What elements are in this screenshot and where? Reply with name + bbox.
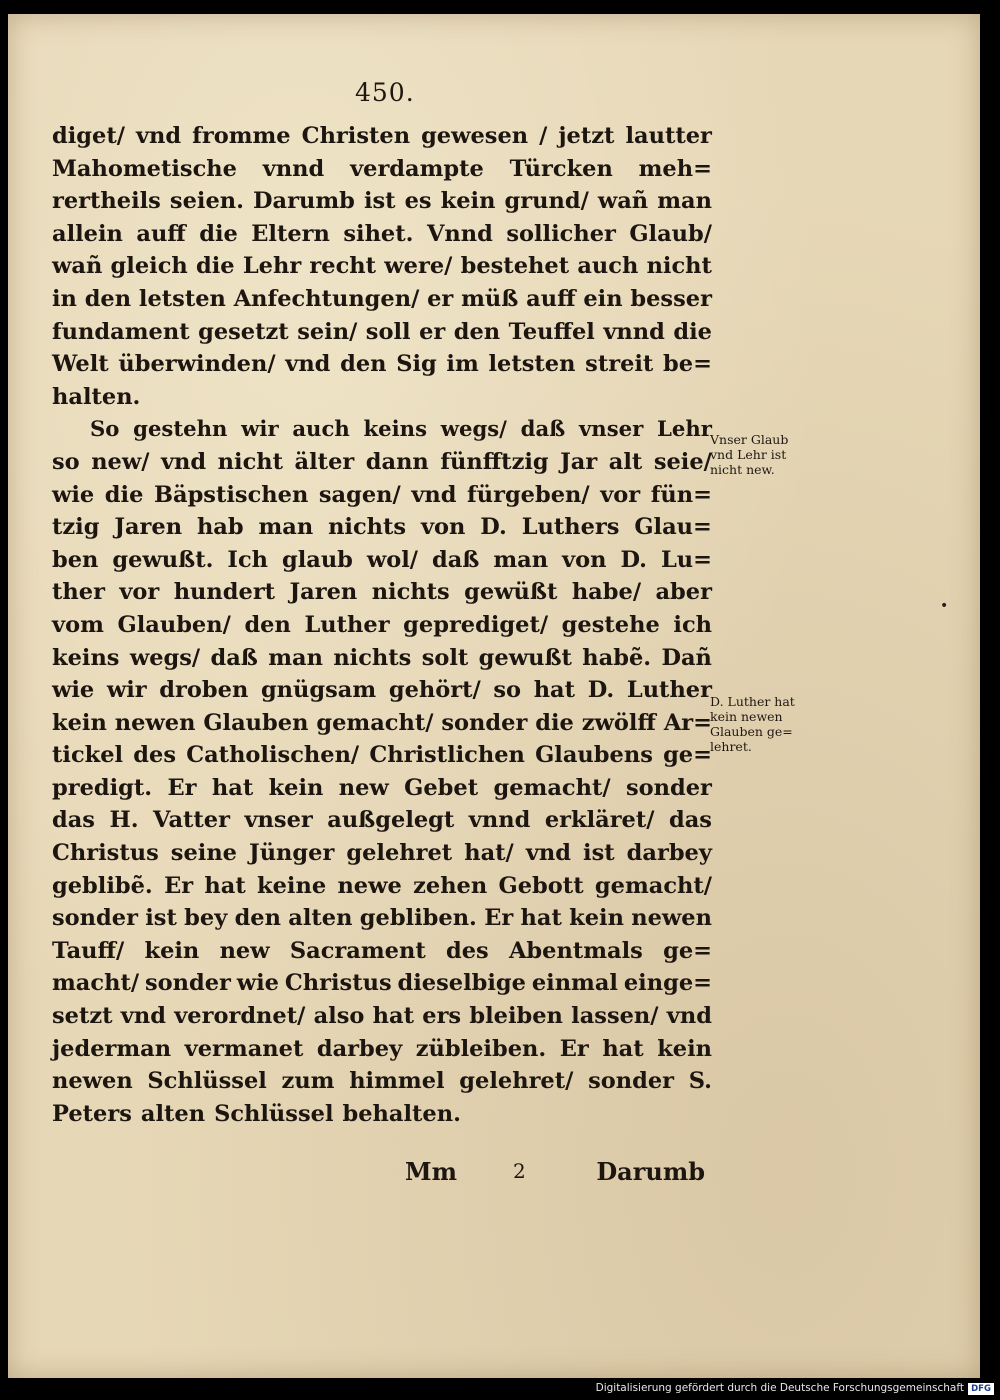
page-number: 450. bbox=[355, 78, 415, 107]
word: daß bbox=[520, 416, 566, 442]
word: kein bbox=[268, 774, 324, 801]
word: das bbox=[668, 807, 712, 834]
margin-note-line: lehret. bbox=[710, 739, 752, 754]
word: man bbox=[493, 546, 549, 573]
word: seine bbox=[170, 840, 238, 867]
word: hat/ bbox=[464, 840, 514, 867]
word: keins bbox=[363, 416, 428, 442]
word: ers bbox=[422, 1003, 462, 1030]
text-line bbox=[52, 250, 712, 283]
margin-note-line: D. Luther hat bbox=[710, 694, 795, 709]
word: vom bbox=[52, 611, 104, 638]
word: hat bbox=[602, 1035, 644, 1062]
word: Catholischen/ bbox=[186, 742, 360, 769]
word: droben bbox=[159, 677, 249, 704]
word: Glaubens bbox=[535, 742, 653, 769]
word: die bbox=[199, 220, 238, 247]
word: verdampte bbox=[350, 155, 484, 182]
word: So bbox=[90, 416, 120, 442]
word: zehen bbox=[413, 872, 488, 899]
text-line bbox=[52, 1098, 712, 1131]
word: sonder bbox=[52, 905, 138, 932]
margin-note-luther bbox=[710, 694, 795, 754]
word: hat bbox=[520, 905, 562, 932]
word: sein/ bbox=[297, 318, 358, 345]
word: gemacht/ bbox=[594, 872, 712, 899]
word: Sig bbox=[396, 351, 437, 378]
word: Türcken bbox=[509, 155, 613, 182]
word: Sacrament bbox=[289, 937, 426, 964]
text-line bbox=[52, 772, 712, 805]
word: im bbox=[446, 351, 479, 378]
word: es bbox=[404, 188, 432, 215]
word: wie bbox=[52, 677, 95, 704]
word: diget/ bbox=[52, 123, 125, 149]
word: Teuffel bbox=[508, 318, 595, 345]
catchword-row bbox=[405, 1157, 705, 1195]
word: habe/ bbox=[571, 579, 642, 606]
word: Er bbox=[164, 872, 194, 899]
word: man bbox=[268, 644, 323, 671]
word: D. bbox=[587, 677, 615, 704]
word: sagen/ bbox=[318, 481, 401, 508]
word: darbey bbox=[316, 1035, 403, 1062]
word: kein bbox=[657, 1035, 712, 1062]
word: tzig bbox=[52, 514, 100, 541]
word: habẽ. bbox=[582, 644, 652, 671]
word: hundert bbox=[173, 579, 276, 606]
word: sollicher bbox=[506, 220, 616, 247]
word: darbey bbox=[626, 840, 712, 867]
signature-number: 2 bbox=[513, 1159, 526, 1183]
text-line bbox=[52, 153, 712, 186]
word: jederman bbox=[52, 1035, 172, 1062]
word: Schlüssel bbox=[214, 1100, 334, 1127]
margin-note-line: vnd Lehr ist bbox=[710, 447, 787, 462]
word: daß bbox=[210, 644, 258, 671]
word: letsten bbox=[138, 285, 226, 312]
word: Dañ bbox=[661, 644, 712, 671]
word: Jaren bbox=[289, 579, 358, 606]
word: müß bbox=[461, 285, 519, 312]
word: ist bbox=[145, 905, 177, 932]
word: vnd bbox=[411, 481, 457, 508]
word: Lehr bbox=[242, 253, 302, 280]
text-line bbox=[52, 544, 712, 577]
text-line bbox=[52, 1000, 712, 1033]
text-line bbox=[52, 870, 712, 903]
text-line bbox=[52, 674, 712, 707]
word: fürgeben/ bbox=[467, 481, 590, 508]
word: Christlichen bbox=[369, 742, 525, 769]
word: wol/ bbox=[366, 546, 419, 573]
word: daß bbox=[431, 546, 480, 573]
word: Lu= bbox=[660, 546, 712, 573]
word: kein bbox=[569, 905, 624, 932]
word: ist bbox=[583, 840, 615, 867]
word: hat bbox=[372, 1003, 414, 1030]
word: bestehet bbox=[460, 253, 570, 280]
word: älter bbox=[294, 448, 355, 475]
text-line bbox=[52, 479, 712, 512]
text-line bbox=[52, 902, 712, 935]
word: die bbox=[673, 318, 712, 345]
word: Eltern bbox=[251, 220, 330, 247]
word: predigt. bbox=[52, 774, 153, 801]
word: fün= bbox=[650, 481, 712, 508]
word: fundament bbox=[52, 318, 190, 345]
word: man bbox=[258, 514, 314, 541]
margin-note-line: Glauben ge= bbox=[710, 724, 793, 739]
word: in bbox=[52, 285, 77, 312]
word: gemacht/ bbox=[493, 774, 611, 801]
text-line bbox=[52, 837, 712, 870]
word: nicht bbox=[646, 253, 712, 280]
word: wegs/ bbox=[129, 644, 201, 671]
word: Christus bbox=[52, 840, 159, 867]
word: Jar bbox=[560, 448, 598, 475]
text-line bbox=[52, 185, 712, 218]
text-line bbox=[52, 120, 712, 153]
word: hat bbox=[211, 774, 254, 801]
text-line bbox=[52, 935, 712, 968]
word: Anfechtungen/ bbox=[233, 285, 420, 312]
word: des bbox=[133, 742, 176, 769]
word: den bbox=[84, 285, 132, 312]
footer-credit: Digitalisierung gefördert durch die Deutsche Forschungsgemeinschaft bbox=[595, 1382, 964, 1394]
word: grund/ bbox=[504, 188, 589, 215]
word: Glaub/ bbox=[629, 220, 712, 247]
word: dieselbige bbox=[397, 970, 526, 997]
word: wegs/ bbox=[440, 416, 507, 442]
word: vnd bbox=[666, 1003, 712, 1030]
word: gehört/ bbox=[388, 677, 481, 704]
word: newen bbox=[52, 1068, 133, 1095]
word: himmel bbox=[349, 1068, 445, 1095]
word: hat bbox=[533, 677, 576, 704]
word: zum bbox=[281, 1068, 335, 1095]
word: gelehret/ bbox=[459, 1068, 574, 1095]
word: Gebet bbox=[404, 774, 479, 801]
word: sihet. bbox=[343, 220, 414, 247]
word: er bbox=[419, 318, 446, 345]
word: zwölff bbox=[581, 709, 656, 736]
word: wir bbox=[241, 416, 279, 442]
word: geprediget/ bbox=[403, 611, 549, 638]
word: fromme bbox=[192, 123, 291, 149]
word: Luther bbox=[304, 611, 390, 638]
word: gewüßt bbox=[464, 579, 558, 606]
word: ge= bbox=[663, 742, 712, 769]
word: aber bbox=[655, 579, 712, 606]
word: meh= bbox=[638, 155, 712, 182]
word: gnügsam bbox=[260, 677, 377, 704]
word: gesetzt bbox=[198, 318, 289, 345]
word: solt bbox=[421, 644, 469, 671]
word: vor bbox=[119, 579, 160, 606]
word: Glauben bbox=[203, 709, 309, 736]
word: vnd bbox=[135, 123, 182, 149]
word: ther bbox=[52, 579, 105, 606]
word: keine bbox=[257, 872, 327, 899]
word: recht bbox=[309, 253, 377, 280]
word: Luther bbox=[626, 677, 712, 704]
word: Christus bbox=[284, 970, 392, 997]
word: sonder bbox=[144, 970, 231, 997]
word: / bbox=[539, 123, 548, 149]
word: tickel bbox=[52, 742, 124, 769]
text-line bbox=[52, 642, 712, 675]
word: wañ bbox=[597, 188, 649, 215]
text-line bbox=[52, 218, 712, 251]
word: verordnet/ bbox=[174, 1003, 306, 1030]
word: bey bbox=[184, 905, 228, 932]
body-text bbox=[52, 120, 712, 1130]
word: ein bbox=[583, 285, 623, 312]
word: ge= bbox=[663, 937, 712, 964]
word: Ich bbox=[227, 546, 269, 573]
word: Schlüssel bbox=[147, 1068, 267, 1095]
word: Mahometische bbox=[52, 155, 237, 182]
word: jetzt bbox=[558, 123, 615, 149]
word: den bbox=[340, 351, 387, 378]
word: vnd bbox=[525, 840, 571, 867]
word: new/ bbox=[91, 448, 150, 475]
word: vnnd bbox=[468, 807, 531, 834]
word: hab bbox=[196, 514, 244, 541]
word: geblibẽ. bbox=[52, 872, 153, 899]
word: des bbox=[445, 937, 489, 964]
word: den bbox=[234, 905, 281, 932]
word: auch bbox=[577, 253, 639, 280]
text-line bbox=[52, 576, 712, 609]
word: Er bbox=[484, 905, 514, 932]
word: auff bbox=[136, 220, 186, 247]
word: das bbox=[52, 807, 95, 834]
word: erkläret/ bbox=[544, 807, 655, 834]
word: new bbox=[338, 774, 389, 801]
word: be= bbox=[663, 351, 712, 378]
word: Tauff/ bbox=[52, 937, 125, 964]
text-line bbox=[52, 283, 712, 316]
word: nicht bbox=[217, 448, 284, 475]
word: fünfftzig bbox=[440, 448, 549, 475]
word: gewußt bbox=[478, 644, 572, 671]
word: dann bbox=[365, 448, 429, 475]
margin-note-line: Vnser Glaub bbox=[710, 432, 789, 447]
word: einge= bbox=[623, 970, 712, 997]
word: sonder bbox=[441, 709, 528, 736]
word: vnd bbox=[120, 1003, 166, 1030]
word: letsten bbox=[488, 351, 576, 378]
stray-mark: • bbox=[940, 598, 949, 614]
word: Glauben/ bbox=[117, 611, 231, 638]
word: Luthers bbox=[521, 514, 620, 541]
text-line bbox=[52, 381, 712, 414]
word: alten bbox=[140, 1100, 206, 1127]
word: ist bbox=[363, 188, 396, 215]
word: wir bbox=[106, 677, 147, 704]
word: den bbox=[453, 318, 501, 345]
text-line bbox=[52, 1065, 712, 1098]
word: Er bbox=[167, 774, 197, 801]
footer-bar bbox=[0, 1378, 1000, 1400]
word: gleich bbox=[110, 253, 188, 280]
word: vor bbox=[600, 481, 641, 508]
word: Er bbox=[559, 1035, 589, 1062]
word: nichts bbox=[371, 579, 450, 606]
word: besser bbox=[630, 285, 712, 312]
word: ben bbox=[52, 546, 99, 573]
word: Vnnd bbox=[426, 220, 493, 247]
word: halten. bbox=[52, 383, 141, 410]
word: gestehe bbox=[561, 611, 660, 638]
word: Vatter bbox=[153, 807, 230, 834]
word: newen bbox=[631, 905, 712, 932]
word: streit bbox=[585, 351, 654, 378]
word: soll bbox=[365, 318, 411, 345]
word: auch bbox=[292, 416, 350, 442]
word: Peters bbox=[52, 1100, 132, 1127]
word: den bbox=[244, 611, 291, 638]
word: gelehret bbox=[346, 840, 453, 867]
word: vnnd bbox=[262, 155, 325, 182]
word: so bbox=[493, 677, 522, 704]
text-line bbox=[52, 609, 712, 642]
word: wañ bbox=[52, 253, 103, 280]
word: seie/ bbox=[653, 448, 712, 475]
word: sonder bbox=[625, 774, 712, 801]
word: die bbox=[104, 481, 144, 508]
margin-note-line: nicht new. bbox=[710, 462, 775, 477]
word: wie bbox=[236, 970, 279, 997]
word: newen bbox=[114, 709, 196, 736]
word: Lehr bbox=[656, 416, 712, 442]
word: macht/ bbox=[52, 970, 140, 997]
word: behalten. bbox=[342, 1100, 461, 1127]
catchword: Darumb bbox=[596, 1157, 705, 1186]
word: new bbox=[219, 937, 270, 964]
word: einmal bbox=[531, 970, 618, 997]
word: wie bbox=[52, 481, 95, 508]
word: Christen bbox=[301, 123, 411, 149]
word: allein bbox=[52, 220, 123, 247]
signature-mark: Mm bbox=[405, 1157, 457, 1186]
word: kein bbox=[52, 709, 107, 736]
word: Glau= bbox=[634, 514, 712, 541]
word: seien. bbox=[169, 188, 244, 215]
margin-note-doctrine bbox=[710, 432, 788, 477]
word: Ar= bbox=[663, 709, 712, 736]
word: auff bbox=[526, 285, 576, 312]
word: D. bbox=[480, 514, 507, 541]
word: er bbox=[427, 285, 454, 312]
word: Welt bbox=[52, 351, 109, 378]
word: rertheils bbox=[52, 188, 161, 215]
word: von bbox=[420, 514, 466, 541]
word: kein bbox=[144, 937, 200, 964]
word: von bbox=[562, 546, 607, 573]
word: gestehn bbox=[133, 416, 228, 442]
word: vermanet bbox=[184, 1035, 304, 1062]
word: man bbox=[657, 188, 712, 215]
word: so bbox=[52, 448, 80, 475]
word: lautter bbox=[625, 123, 712, 149]
word: vnd bbox=[285, 351, 331, 378]
word: gemacht/ bbox=[316, 709, 434, 736]
word: H. bbox=[109, 807, 139, 834]
word: vnser bbox=[244, 807, 313, 834]
word: gebliben. bbox=[359, 905, 477, 932]
text-line bbox=[52, 511, 712, 544]
word: alt bbox=[608, 448, 643, 475]
text-line bbox=[52, 348, 712, 381]
word: nichts bbox=[328, 514, 407, 541]
word: D. bbox=[620, 546, 647, 573]
text-line bbox=[52, 1033, 712, 1066]
word: Jünger bbox=[249, 840, 335, 867]
word: zübleiben. bbox=[415, 1035, 547, 1062]
word: newe bbox=[337, 872, 402, 899]
margin-note-line: kein newen bbox=[710, 709, 783, 724]
word: keins bbox=[52, 644, 120, 671]
word: vnser bbox=[578, 416, 644, 442]
word: Darumb bbox=[253, 188, 355, 215]
word: glaub bbox=[281, 546, 353, 573]
text-line bbox=[52, 967, 712, 1000]
word: die bbox=[535, 709, 574, 736]
text-line bbox=[52, 446, 712, 479]
word: Jaren bbox=[114, 514, 183, 541]
text-line bbox=[52, 316, 712, 349]
word: die bbox=[195, 253, 235, 280]
word: setzt bbox=[52, 1003, 113, 1030]
word: gewesen bbox=[421, 123, 529, 149]
word: kein bbox=[440, 188, 496, 215]
word: außgelegt bbox=[327, 807, 455, 834]
word: nichts bbox=[333, 644, 412, 671]
word: alten bbox=[288, 905, 353, 932]
word: vnd bbox=[160, 448, 207, 475]
word: S. bbox=[688, 1068, 712, 1095]
word: ich bbox=[673, 611, 712, 638]
text-line bbox=[52, 804, 712, 837]
word: bleiben bbox=[469, 1003, 563, 1030]
word: also bbox=[313, 1003, 365, 1030]
word: sonder bbox=[588, 1068, 674, 1095]
word: Gebott bbox=[498, 872, 584, 899]
word: Bäpstischen bbox=[153, 481, 309, 508]
word: überwinden/ bbox=[118, 351, 276, 378]
word: Abentmals bbox=[508, 937, 643, 964]
dfg-logo: DFG bbox=[968, 1383, 994, 1395]
word: were/ bbox=[384, 253, 453, 280]
word: gewußt. bbox=[112, 546, 214, 573]
text-line bbox=[52, 739, 712, 772]
word: hat bbox=[204, 872, 246, 899]
text-line bbox=[52, 413, 712, 446]
word: vnnd bbox=[603, 318, 665, 345]
word: lassen/ bbox=[571, 1003, 659, 1030]
text-line bbox=[52, 707, 712, 740]
